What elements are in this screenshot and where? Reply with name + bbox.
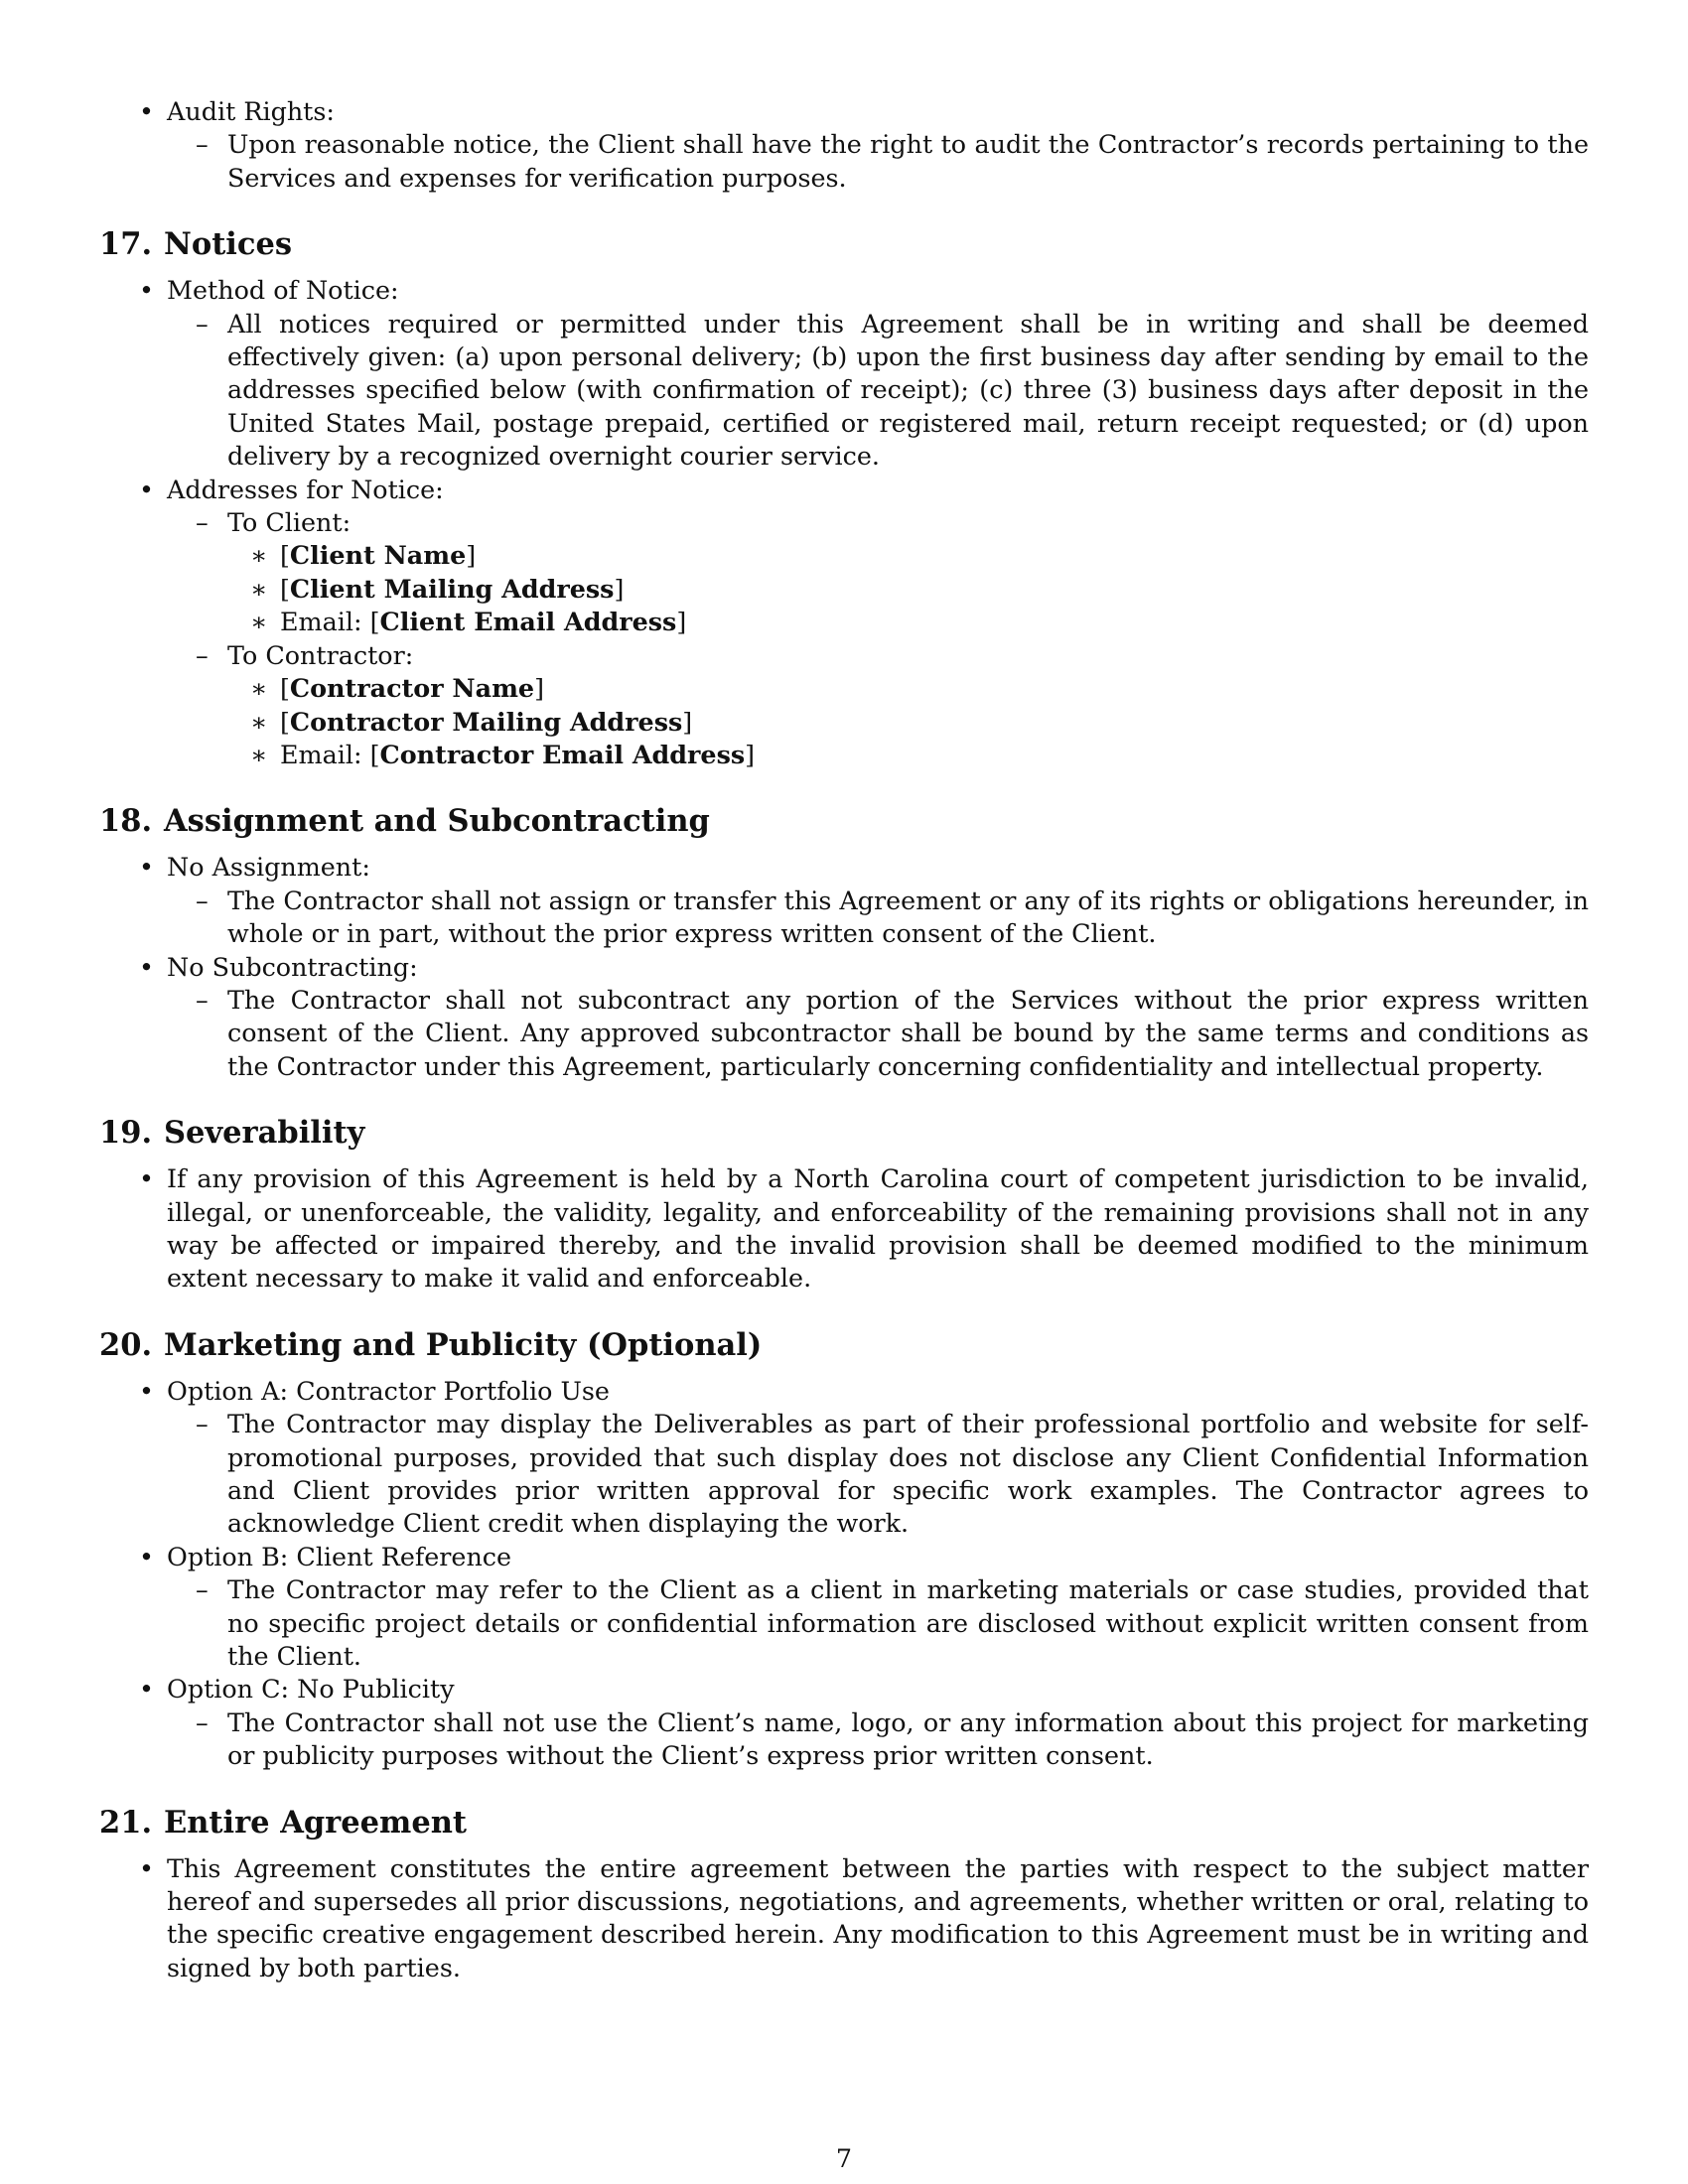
section-heading-notices xyxy=(99,224,1589,264)
option-c-text: The Contractor shall not use the Client’s name, logo, or any information about this project for marketing or publicity purposes without the Client’s express prior written consent. xyxy=(227,1706,1589,1771)
option-a-text: The Contractor may display the Deliverables as part of their professional portfolio and website for self-promotional purposes, provided that such display does not disclose any Client Confidential Information and Client provides prior written approval for specific work examples. The Contractor agrees to acknowledge Client credit when displaying the work. xyxy=(227,1409,1589,1539)
open-bracket: [ xyxy=(280,573,290,604)
open-bracket: [ xyxy=(280,673,290,704)
star: ∗ xyxy=(250,673,268,704)
bullet: • xyxy=(139,1163,154,1194)
open-bracket: [ xyxy=(280,706,290,737)
list-item-entire-agreement xyxy=(99,1852,1589,1985)
dash: – xyxy=(196,1409,209,1439)
list-item-client-address xyxy=(99,573,1589,606)
close-bracket: ] xyxy=(466,540,477,571)
list-item-option-c-text xyxy=(99,1706,1589,1773)
email-label: Email: xyxy=(280,607,362,637)
section-heading-entire-agreement xyxy=(99,1803,1589,1843)
list-item-audit-text xyxy=(99,128,1589,195)
open-bracket: [ xyxy=(369,739,380,769)
dash: – xyxy=(196,1706,209,1737)
no-subcontracting-label: No Subcontracting: xyxy=(167,951,418,982)
option-b-label: Option B: Client Reference xyxy=(167,1541,512,1571)
bullet: • xyxy=(139,1541,154,1571)
email-label: Email: xyxy=(280,739,362,769)
list-item-no-assignment xyxy=(99,851,1589,884)
section-heading-marketing xyxy=(99,1325,1589,1365)
list-item-to-contractor xyxy=(99,639,1589,672)
page-number: 7 xyxy=(835,2143,853,2173)
dash: – xyxy=(196,507,209,538)
list-item-severability xyxy=(99,1162,1589,1296)
audit-rights-text: Upon reasonable notice, the Client shall have the right to audit the Contractor’s records pertaining to the Services and expenses for verification purposes. xyxy=(227,129,1589,193)
list-item-no-subcontracting xyxy=(99,951,1589,984)
list-item-option-b xyxy=(99,1541,1589,1573)
section-number: 17. xyxy=(99,226,153,263)
client-name-placeholder: Client Name xyxy=(289,540,467,571)
section-number: 19. xyxy=(99,1115,153,1152)
method-of-notice-text: All notices required or permitted under this Agreement shall be in writing and shall be deemed effectively given: (a) upon personal delivery; (b) upon the first business day after sending by email to the addresses specified below (with confirmation of receipt); (c) three (3) business days after deposit in the United States Mail, postage prepaid, certified or registered mail, return receipt requested; or (d) upon delivery by a recognized overnight courier service. xyxy=(227,308,1589,472)
list-item-option-a xyxy=(99,1375,1589,1408)
list-item-audit-rights xyxy=(99,95,1589,128)
list-item-to-client xyxy=(99,506,1589,539)
list-item-client-email xyxy=(99,606,1589,638)
section-title: Entire Agreement xyxy=(164,1804,467,1841)
open-bracket: [ xyxy=(280,540,290,571)
close-bracket: ] xyxy=(745,739,756,769)
list-item-no-subcontracting-text xyxy=(99,984,1589,1083)
bullet: • xyxy=(139,852,154,883)
client-email-placeholder: Client Email Address xyxy=(379,607,677,637)
dash: – xyxy=(196,639,209,670)
addresses-label: Addresses for Notice: xyxy=(167,474,444,504)
close-bracket: ] xyxy=(676,607,687,637)
list-item-client-name xyxy=(99,539,1589,572)
star: ∗ xyxy=(250,706,268,737)
dash: – xyxy=(196,129,209,160)
audit-rights-label: Audit Rights: xyxy=(167,96,335,126)
bullet: • xyxy=(139,1852,154,1883)
close-bracket: ] xyxy=(534,673,544,704)
star: ∗ xyxy=(250,540,268,571)
section-title: Marketing and Publicity (Optional) xyxy=(164,1326,763,1363)
section-title: Severability xyxy=(164,1115,365,1152)
bullet: • xyxy=(139,474,154,504)
dash: – xyxy=(196,984,209,1015)
list-item-contractor-email xyxy=(99,739,1589,771)
list-item-option-c xyxy=(99,1673,1589,1706)
star: ∗ xyxy=(250,607,268,637)
contractor-address-placeholder: Contractor Mailing Address xyxy=(289,706,683,737)
bullet: • xyxy=(139,1375,154,1406)
option-a-label: Option A: Contractor Portfolio Use xyxy=(167,1375,610,1406)
dash: – xyxy=(196,308,209,339)
dash: – xyxy=(196,885,209,915)
dash: – xyxy=(196,1574,209,1605)
no-assignment-label: No Assignment: xyxy=(167,852,370,883)
section-heading-severability xyxy=(99,1113,1589,1153)
option-b-text: The Contractor may refer to the Client as a client in marketing materials or case studies, provided that no specific project details or confidential information are disclosed without explicit written consent from the Client. xyxy=(227,1574,1589,1672)
section-number: 20. xyxy=(99,1326,153,1363)
section-heading-assignment xyxy=(99,801,1589,841)
bullet: • xyxy=(139,951,154,982)
section-title: Assignment and Subcontracting xyxy=(164,803,710,840)
bullet: • xyxy=(139,1674,154,1705)
severability-text: If any provision of this Agreement is held by a North Carolina court of competent jurisdiction to be invalid, illegal, or unenforceable, the validity, legality, and enforceability of the remaining provisions shall not in any way be affected or impaired thereby, and the invalid provision shall be deemed modified to the minimum extent necessary to make it valid and enforceable. xyxy=(167,1163,1589,1294)
contractor-name-placeholder: Contractor Name xyxy=(289,673,535,704)
to-contractor-label: To Contractor: xyxy=(227,639,414,670)
open-bracket: [ xyxy=(369,607,380,637)
star: ∗ xyxy=(250,573,268,604)
no-subcontracting-text: The Contractor shall not subcontract any portion of the Services without the prior express written consent of the Client. Any approved subcontractor shall be bound by the same terms and conditions as the Contractor under this Agreement, particularly concerning confidentiality and intellectual property. xyxy=(227,984,1589,1081)
list-item-contractor-name xyxy=(99,672,1589,705)
list-item-method-text xyxy=(99,308,1589,474)
section-number: 21. xyxy=(99,1804,153,1841)
list-item-no-assignment-text xyxy=(99,885,1589,951)
list-item-contractor-address xyxy=(99,706,1589,739)
to-client-label: To Client: xyxy=(227,507,352,538)
entire-agreement-text: This Agreement constitutes the entire agreement between the parties with respect to the subject matter hereof and supersedes all prior discussions, negotiations, and agreements, whether written or oral, relating to the specific creative engagement described herein. Any modification to this Agreement must be in writing and signed by both parties. xyxy=(167,1852,1589,1982)
list-item-method-of-notice xyxy=(99,274,1589,307)
list-item-option-b-text xyxy=(99,1573,1589,1673)
no-assignment-text: The Contractor shall not assign or transfer this Agreement or any of its rights or obligations hereunder, in whole or in part, without the prior express written consent of the Client. xyxy=(227,885,1589,949)
option-c-label: Option C: No Publicity xyxy=(167,1674,455,1705)
close-bracket: ] xyxy=(614,573,625,604)
document-page xyxy=(99,95,1589,1984)
list-item-addresses xyxy=(99,474,1589,506)
close-bracket: ] xyxy=(682,706,693,737)
section-title: Notices xyxy=(164,226,293,263)
contractor-email-placeholder: Contractor Email Address xyxy=(379,739,746,769)
client-address-placeholder: Client Mailing Address xyxy=(289,573,615,604)
bullet: • xyxy=(139,96,154,126)
method-of-notice-label: Method of Notice: xyxy=(167,275,399,306)
list-item-option-a-text xyxy=(99,1408,1589,1541)
star: ∗ xyxy=(250,739,268,769)
bullet: • xyxy=(139,275,154,306)
section-number: 18. xyxy=(99,803,153,840)
